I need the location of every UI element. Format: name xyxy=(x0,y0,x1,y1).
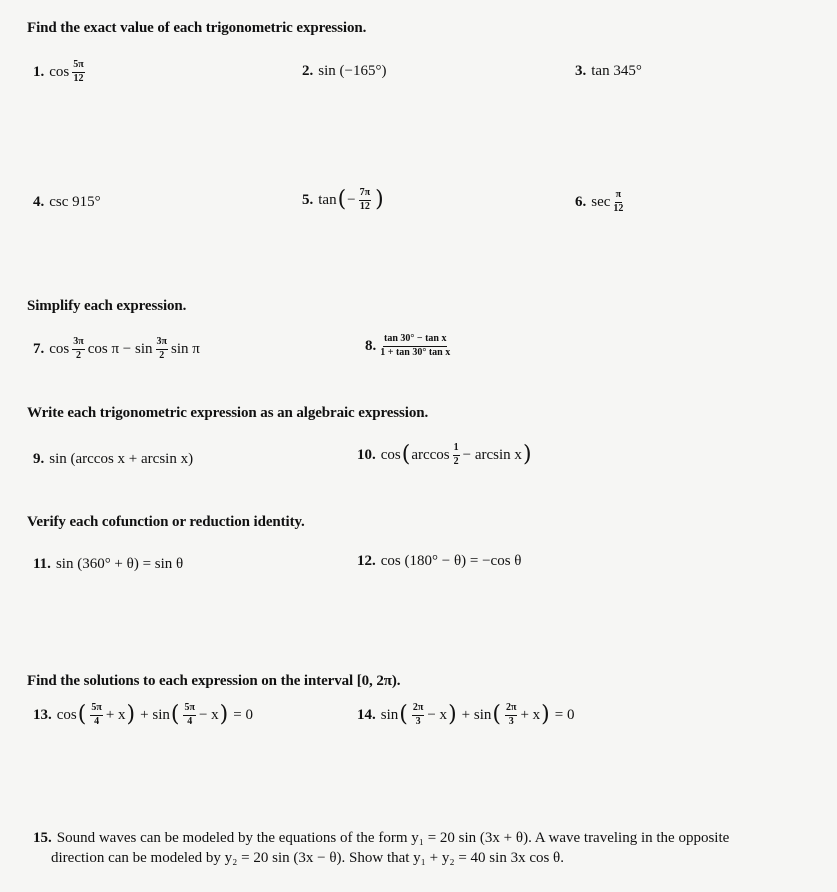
function-name: sin xyxy=(380,706,399,723)
term: − x xyxy=(427,706,448,723)
left-paren: ( xyxy=(401,442,411,467)
equals-zero: = 0 xyxy=(554,706,575,723)
problem-number: 11. xyxy=(33,556,51,572)
problem-11 xyxy=(33,556,183,573)
problem-number: 10. xyxy=(357,446,376,463)
function-name: tan xyxy=(318,191,337,208)
term: + x xyxy=(105,706,126,723)
problem-15-line-2: direction can be modeled by y₂ = 20 sin (3x − θ). Show that y₁ + y₂ = 40 sin 3x cos θ. xyxy=(51,850,564,866)
right-paren: ) xyxy=(522,442,532,467)
problem-number: 3. xyxy=(575,63,587,79)
expression: cos (180° − θ) = −cos θ xyxy=(380,553,522,569)
problem-8 xyxy=(365,334,453,358)
function-name: cos xyxy=(49,63,70,80)
fraction xyxy=(613,190,623,214)
numerator: 5π xyxy=(90,703,102,716)
function-name: sec xyxy=(591,193,611,210)
numerator: 2π xyxy=(505,703,517,716)
problem-number: 5. xyxy=(302,191,314,208)
problem-15-line-1: Sound waves can be modeled by the equations of the form y₁ = 20 sin (3x + θ). A wave traveling in the opposite xyxy=(56,830,730,846)
problem-5 xyxy=(302,188,385,212)
expression-end: − arcsin x xyxy=(462,446,522,463)
section-heading-simplify: Simplify each expression. xyxy=(27,298,187,314)
left-paren: ( xyxy=(77,702,87,727)
problem-number: 2. xyxy=(302,63,314,79)
problem-number: 9. xyxy=(33,451,45,467)
right-paren: ) xyxy=(541,702,550,727)
expression-end: sin π xyxy=(171,340,200,357)
function-name: cos xyxy=(380,446,401,463)
fraction xyxy=(505,703,517,727)
left-paren: ( xyxy=(399,702,408,727)
numerator: 7π xyxy=(359,188,371,201)
numerator: 2π xyxy=(412,703,424,716)
problem-number: 8. xyxy=(365,337,377,354)
problem-12 xyxy=(357,553,521,570)
minus-sign: − xyxy=(347,191,356,208)
denominator: 12 xyxy=(73,72,84,84)
problem-number: 1. xyxy=(33,63,45,80)
problem-6 xyxy=(575,190,626,214)
left-paren: ( xyxy=(492,702,501,727)
expression: sin (arccos x + arcsin x) xyxy=(49,451,194,467)
function-name: cos xyxy=(56,706,77,723)
left-paren: ( xyxy=(170,702,180,727)
denominator: 2 xyxy=(453,455,459,467)
problem-number: 12. xyxy=(357,553,376,569)
right-paren: ) xyxy=(126,702,136,727)
expression: sin (−165°) xyxy=(318,63,387,79)
problem-number: 6. xyxy=(575,193,587,210)
denominator: 3 xyxy=(508,715,514,727)
denominator: 3 xyxy=(415,715,421,727)
denominator: 12 xyxy=(359,200,370,212)
fraction xyxy=(412,703,424,727)
problem-14 xyxy=(357,703,574,727)
denominator: 12 xyxy=(613,202,624,214)
equals-zero: = 0 xyxy=(233,706,253,723)
problem-4 xyxy=(33,194,101,211)
numerator: tan 30° − tan x xyxy=(383,334,447,347)
fraction xyxy=(72,60,84,84)
numerator: 3π xyxy=(72,337,84,350)
problem-3 xyxy=(575,63,642,80)
problem-number: 4. xyxy=(33,194,45,210)
problem-1 xyxy=(33,60,88,84)
problem-15 xyxy=(33,828,833,868)
section-heading-algebraic: Write each trigonometric expression as an algebraic expression. xyxy=(27,405,429,421)
expression-start: arccos xyxy=(411,446,450,463)
right-paren: ) xyxy=(448,702,457,727)
section-heading-exact-values: Find the exact value of each trigonometric expression. xyxy=(27,20,367,36)
expression-middle: cos π − sin xyxy=(87,340,153,357)
fraction xyxy=(72,337,84,361)
problem-number: 15. xyxy=(33,830,52,846)
term: + x xyxy=(520,706,541,723)
term: − x xyxy=(198,706,219,723)
problem-7 xyxy=(33,337,200,361)
problem-13 xyxy=(33,703,253,727)
problem-number: 14. xyxy=(357,706,376,723)
numerator: π xyxy=(615,190,622,203)
fraction xyxy=(380,334,450,358)
fraction xyxy=(453,443,460,467)
denominator: 4 xyxy=(94,715,100,727)
problem-number: 13. xyxy=(33,706,52,723)
fraction xyxy=(90,703,102,727)
right-paren: ) xyxy=(219,702,229,727)
function-name: cos xyxy=(49,340,70,357)
fraction xyxy=(359,188,371,212)
expression: sin (360° + θ) = sin θ xyxy=(55,556,184,572)
numerator: 5π xyxy=(72,60,84,73)
section-heading-solutions: Find the solutions to each expression on the interval [0, 2π). xyxy=(27,673,401,689)
numerator: 1 xyxy=(453,443,460,456)
denominator: 2 xyxy=(159,349,165,361)
problem-2 xyxy=(302,63,386,80)
right-paren: ) xyxy=(375,187,384,212)
fraction xyxy=(156,337,168,361)
denominator: 1 + tan 30° tan x xyxy=(380,346,451,358)
problem-number: 7. xyxy=(33,340,45,357)
problem-9 xyxy=(33,451,193,468)
expression: csc 915° xyxy=(49,194,101,210)
expression: tan 345° xyxy=(591,63,642,79)
middle-operator: + sin xyxy=(140,706,170,723)
fraction xyxy=(183,703,195,727)
problem-10 xyxy=(357,443,533,467)
denominator: 4 xyxy=(187,715,193,727)
numerator: 3π xyxy=(156,337,168,350)
middle-operator: + sin xyxy=(461,706,492,723)
left-paren: ( xyxy=(337,187,347,212)
section-heading-verify: Verify each cofunction or reduction identity. xyxy=(27,514,305,530)
numerator: 5π xyxy=(183,703,195,716)
denominator: 2 xyxy=(75,349,81,361)
